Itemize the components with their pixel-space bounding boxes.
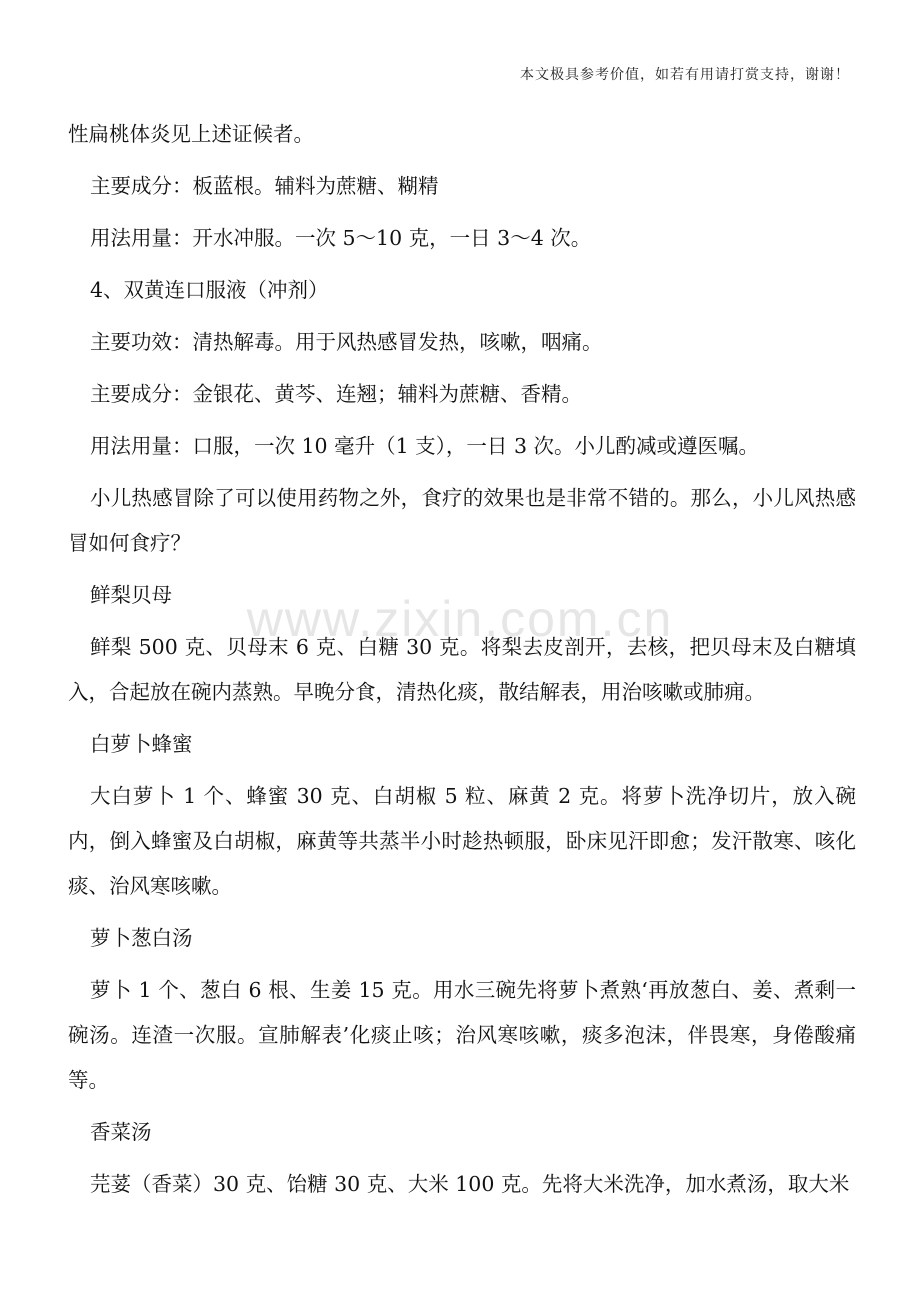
paragraph: 主要成分：板蓝根。辅料为蔗糖、糊精 bbox=[90, 174, 439, 198]
watermark: www.zixin.com.cn bbox=[246, 591, 674, 647]
paragraph: 小儿热感冒除了可以使用药物之外，食疗的效果也是非常不错的。那么，小儿风热感冒如何食疗？ bbox=[68, 486, 856, 555]
paragraph: 萝卜 1 个、葱白 6 根、生姜 15 克。用水三碗先将萝卜煮熟‘再放葱白、姜、煮剩一碗汤。连渣一次服。宣肺解表’化痰止咳；治风寒咳嗽，痰多泡沫，伴畏寒，身倦酸痛等。 bbox=[68, 978, 856, 1092]
recipe-title: 鲜梨贝母 bbox=[90, 583, 172, 607]
paragraph: 大白萝卜 1 个、蜂蜜 30 克、白胡椒 5 粒、麻黄 2 克。将萝卜洗净切片，放入碗内，倒入蜂蜜及白胡椒，麻黄等共蒸半小时趁热顿服，卧床见汗即愈；发汗散寒、咳化痰、治风寒咳嗽。 bbox=[68, 784, 856, 898]
recipe-title: 萝卜葱白汤 bbox=[90, 926, 193, 950]
section-heading: 4、双黄连口服液（冲剂） bbox=[90, 278, 329, 302]
paragraph: 主要成分：金银花、黄芩、连翘；辅料为蔗糖、香精。 bbox=[90, 382, 582, 406]
recipe-title: 香菜汤 bbox=[90, 1120, 152, 1144]
paragraph: 性扁桃体炎见上述证候者。 bbox=[68, 122, 314, 146]
document-body bbox=[68, 112, 856, 1214]
paragraph: 主要功效：清热解毒。用于风热感冒发热，咳嗽，咽痛。 bbox=[90, 330, 603, 354]
paragraph: 芫荽（香菜）30 克、饴糖 30 克、大米 100 克。先将大米洗净，加水煮汤，取大米 bbox=[90, 1172, 850, 1196]
header-note: 本文极具参考价值，如若有用请打赏支持，谢谢！ bbox=[520, 67, 850, 83]
paragraph: 鲜梨 500 克、贝母末 6 克、白糖 30 克。将梨去皮剖开，去核，把贝母末及白糖填入，合起放在碗内蒸熟。早晚分食，清热化痰，散结解表，用治咳嗽或肺痈。 bbox=[68, 635, 856, 704]
paragraph: 用法用量：口服，一次 10 毫升（1 支），一日 3 次。小儿酌减或遵医嘱。 bbox=[90, 434, 760, 458]
paragraph: 用法用量：开水冲服。一次 5～10 克，一日 3～4 次。 bbox=[90, 226, 592, 250]
recipe-title: 白萝卜蜂蜜 bbox=[90, 732, 193, 756]
